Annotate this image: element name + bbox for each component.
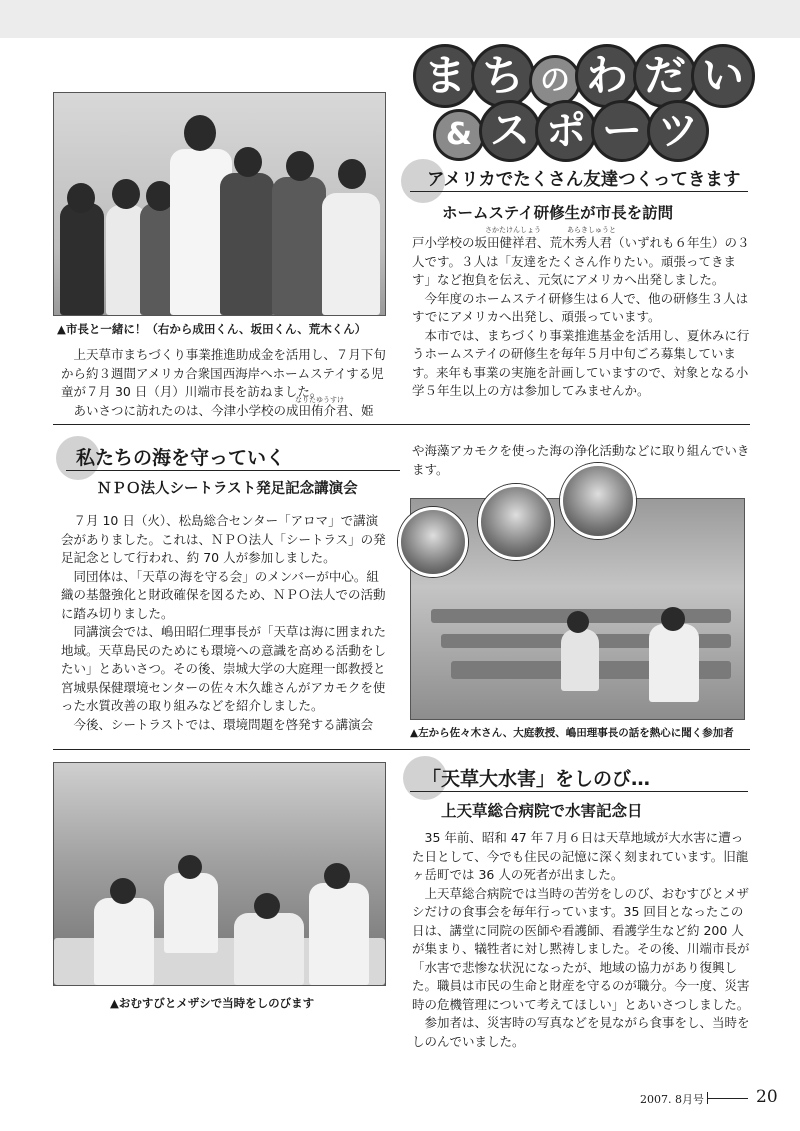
paragraph: 同講演会では、嶋田昭仁理事長が「天草は海に囲まれた地域。天草島民のためにも環境への意識を高める活動をしたい」とあいさつ。その後、崇城大学の大庭理一郎教授と宮城県保健環境センターの佐々木久雄さんがアカモクを使った水質改善の取り組みなどを紹介しました。: [61, 624, 387, 713]
masthead-line1: [413, 44, 749, 108]
figure: [234, 147, 262, 177]
figure: [567, 611, 589, 633]
ruby: さかたけんしょう: [485, 226, 541, 234]
article-subtitle: 上天草総合病院で水害記念日: [441, 802, 643, 820]
paragraph: 今年度のホームステイ研修生は６人で、他の研修生３人はすでにアメリカへ出発し、頑張っています。: [412, 290, 749, 324]
ruby: あらきしゅうと: [567, 226, 616, 234]
figure: [324, 863, 350, 889]
section-divider: [53, 424, 750, 425]
paragraph: 参加者は、災害時の写真などを見ながら食事をし、当時をしのんでいました。: [412, 1015, 750, 1049]
top-band: [0, 0, 800, 38]
paragraph: や海藻アカモクを使った海の浄化活動などに取り組んでいきます。: [412, 443, 750, 477]
paragraph: 今後、シートラストでは、環境問題を啓発する講演会: [73, 716, 374, 732]
ruby: なりたゆうすけ: [295, 396, 344, 404]
masthead-char: ち: [471, 44, 535, 108]
article-body: [61, 512, 389, 734]
paragraph: 35 年前、昭和 47 年７月６日は天草地域が大水害に遭った日として、今でも住民の記憶に深く刻まれています。旧龍ヶ岳町では 36 人の死者が出ました。: [412, 830, 749, 882]
figure: [94, 898, 154, 985]
masthead-char: ポ: [535, 100, 597, 162]
figure: [338, 159, 366, 189]
photo-caption: ▲おむすびとメザシで当時をしのびます: [110, 996, 315, 1010]
article-body: [412, 234, 750, 401]
figure: [60, 203, 104, 315]
masthead-char: だ: [633, 44, 697, 108]
figure: [110, 878, 136, 904]
paragraph: ７月 10 日（火）、松島総合センター「アロマ」で講演会がありました。これは、ＮＰＯ法人「シートラス」の発足記念として行われ、約 70 人が参加しました。: [61, 513, 386, 565]
figure: [649, 624, 699, 702]
article-subtitle: ＮＰＯ法人シートラスト発足記念講演会: [97, 481, 358, 497]
article-title: アメリカでたくさん友達つくってきます: [427, 170, 741, 190]
masthead-char: &: [433, 109, 485, 161]
speaker-portrait: [398, 507, 468, 577]
masthead-char: の: [529, 55, 581, 107]
paragraph: 上天草市まちづくり事業推進助成金を活用し、７月下旬から約３週間アメリカ合衆国西海岸へホームステイする児童が７月 30 日（月）川端市長を訪ねました。: [61, 347, 386, 399]
figure: [184, 115, 216, 151]
title-rule: [66, 470, 400, 471]
footer-rule: [708, 1098, 748, 1099]
masthead-char: ま: [413, 44, 477, 108]
article-title: 「天草大水害」をしのび…: [422, 768, 651, 790]
issue-label: 2007. 8月号: [640, 1093, 704, 1106]
paragraph: 本市では、まちづくり事業推進基金を活用し、夏休みに行うホームステイの研修生を毎年５月中旬ごろ募集しています。来年も事業の実施を計画していますので、対象となる小学５年生以上の方は参加してみませんか。: [412, 327, 750, 398]
figure: [272, 177, 326, 315]
figure: [112, 179, 140, 209]
paragraph: 同団体は、「天草の海を守る会」のメンバーが中心。組織の基盤強化と財政確保を図るため、ＮＰＯ法人での活動に踏み切りました。: [61, 568, 386, 621]
page-number: 20: [756, 1087, 778, 1107]
masthead-char: ー: [591, 100, 653, 162]
masthead-line2: [433, 100, 703, 162]
photo-caption: ▲市長と一緒に！（右から成田くん、坂田くん、荒木くん）: [57, 322, 367, 336]
figure: [164, 873, 218, 953]
photo-caption: ▲左から佐々木さん、大庭教授、嶋田理事長の話を熱心に聞く参加者: [410, 727, 734, 739]
article-body: [61, 346, 386, 420]
masthead-char: ツ: [647, 100, 709, 162]
figure: [220, 173, 274, 315]
figure: [67, 183, 95, 213]
section-divider: [53, 749, 750, 750]
figure: [234, 913, 304, 985]
figure: [254, 893, 280, 919]
figure: [322, 193, 380, 315]
paragraph: あいさつに訪れたのは、今津小学校の成田侑介君、姫: [73, 402, 374, 418]
article-title: 私たちの海を守っていく: [76, 447, 286, 469]
figure: [286, 151, 314, 181]
paragraph: 戸小学校の坂田健祥君、荒木秀人君（いずれも６年生）の３人です。３人は「友達をたくさん作りたい。頑張ってきます」など抱負を伝え、元気にアメリカへ出発しました。: [412, 235, 750, 287]
masthead-char: ス: [479, 100, 541, 162]
masthead-char: い: [691, 44, 755, 108]
article-body: [412, 829, 750, 1051]
speaker-portrait: [478, 484, 554, 560]
paragraph: 上天草総合病院では当時の苦労をしのび、おむすびとメザシだけの食事会を毎年行っています。35 回目となったこの日は、講堂に同院の医師や看護師、看護学生など約 200 人が集まり、犠牲者に対し黙祷しました。その後、川端市長が「水害で悲惨な状況になったが、地域の協力があり復興した。職員は市民の生命と財産を守るのが職分。今一度、災害時の危機管理について考えてほしい」とあいさつしました。: [412, 885, 750, 1012]
memorial-meal-photo: [53, 762, 386, 986]
figure: [661, 607, 685, 631]
masthead-char: わ: [575, 44, 639, 108]
figure: [309, 883, 369, 985]
speaker-portrait: [560, 463, 636, 539]
figure: [561, 629, 599, 691]
article-subtitle: ホームステイ研修生が市長を訪問: [442, 204, 674, 222]
mayor-students-photo: [53, 92, 386, 316]
title-rule: [410, 191, 748, 192]
title-rule: [410, 791, 748, 792]
figure: [178, 855, 202, 879]
